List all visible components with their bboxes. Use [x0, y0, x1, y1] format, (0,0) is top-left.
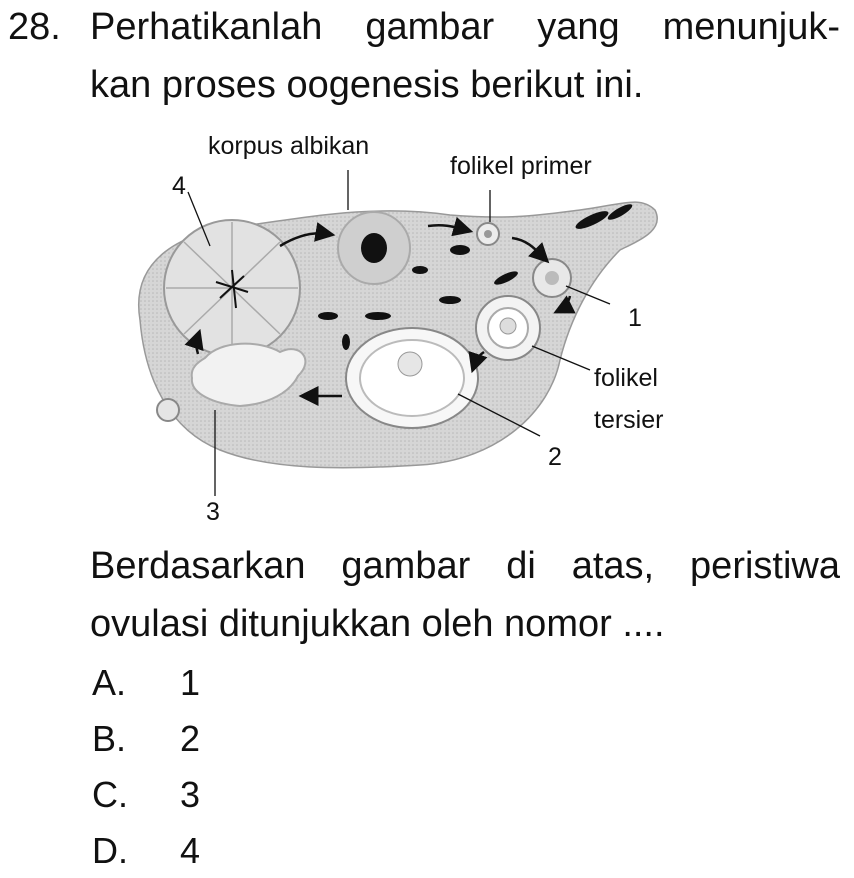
option-letter: A. [92, 662, 127, 703]
option-d[interactable] [92, 830, 200, 872]
option-letter: C. [92, 774, 128, 815]
label-number-2: 2 [548, 443, 562, 471]
label-folikel-primer: folikel primer [450, 152, 592, 180]
option-a[interactable] [92, 662, 200, 704]
label-number-4: 4 [172, 172, 186, 200]
option-value: 4 [180, 830, 201, 871]
prompt-line-2: ovulasi ditunjukkan oleh nomor .... [90, 603, 665, 645]
option-c[interactable] [92, 774, 200, 816]
label-folikel-tersier-line-1: folikel [594, 364, 658, 392]
option-letter: D. [92, 830, 128, 871]
option-value: 3 [180, 774, 201, 815]
option-value: 2 [180, 718, 201, 759]
released-ovum [157, 399, 179, 421]
question-text-line-1: Perhatikanlah gambar yang menunjuk- [90, 6, 840, 48]
question-text-line-2: kan proses oogenesis berikut ini. [90, 64, 644, 106]
option-b[interactable] [92, 718, 200, 760]
option-value: 1 [180, 662, 201, 703]
label-number-1: 1 [628, 304, 642, 332]
option-letter: B. [92, 718, 127, 759]
question-number: 28. [8, 6, 61, 48]
label-folikel-tersier-line-2: tersier [594, 406, 664, 434]
prompt-line-1: Berdasarkan gambar di atas, peristiwa [90, 545, 840, 587]
label-number-3: 3 [206, 498, 220, 526]
oogenesis-diagram [120, 120, 700, 530]
label-korpus-albikan: korpus albikan [208, 132, 370, 160]
